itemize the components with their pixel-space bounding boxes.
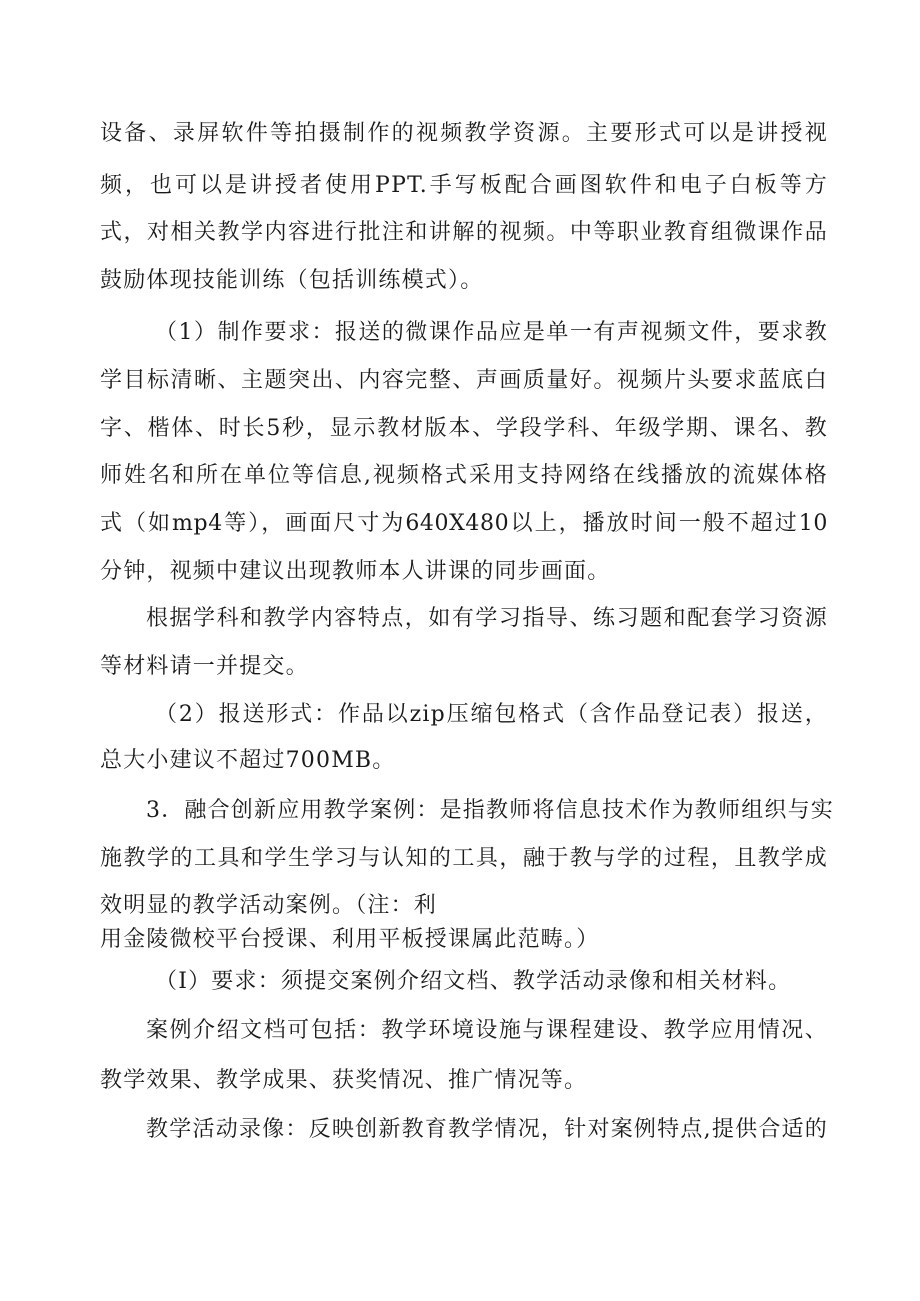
paragraph-line: 式，对相关教学内容进行批注和讲解的视频。中等职业教育组微课作品 [100,220,828,245]
paragraph-line: 施教学的工具和学生学习与认知的工具，融于教与学的过程，且教学成 [100,846,828,871]
paragraph-line: 鼓励体现技能训练（包括训练模式）。 [100,268,484,293]
paragraph-line: （2）报送形式：作品以zip压缩包格式（含作品登记表）报送， [155,702,828,727]
paragraph-line: 师姓名和所在单位等信息,视频格式采用支持网络在线播放的流媒体格 [100,463,828,488]
paragraph-line: 案例介绍文档可包括：教学环境设施与课程建设、教学应用情况、 [146,1018,828,1043]
paragraph-line: 效明显的教学活动案例。（注：利 [100,893,438,918]
paragraph-line: 用金陵微校平台授课、利用平板授课属此范畴。） [100,927,600,952]
paragraph-line: 3．融合创新应用教学案例：是指教师将信息技术作为教师组织与实 [146,798,834,823]
paragraph-line: 根据学科和教学内容特点，如有学习指导、练习题和配套学习资源 [146,606,828,631]
paragraph-line: 字、楷体、时长5秒，显示教材版本、学段学科、年级学期、课名、教 [100,416,828,441]
paragraph-line: 式（如mp4等），画面尺寸为640X480以上，播放时间一般不超过10 [100,511,828,536]
paragraph-line: 分钟，视频中建议出现教师本人讲课的同步画面。 [100,559,611,584]
paragraph-line: 设备、录屏软件等拍摄制作的视频教学资源。主要形式可以是讲授视 [100,121,828,146]
paragraph-line: 学目标清晰、主题突出、内容完整、声画质量好。视频片头要求蓝底白 [100,368,828,393]
paragraph-line: 教学效果、教学成果、获奖情况、推广情况等。 [100,1068,588,1093]
paragraph-line: （1）制作要求：报送的微课作品应是单一有声视频文件，要求教 [155,320,828,345]
paragraph-line: 总大小建议不超过700MB。 [100,748,396,773]
paragraph-line: 频，也可以是讲授者使用PPT.手写板配合画图软件和电子白板等方 [100,173,828,198]
paragraph-line: （I）要求：须提交案例介绍文档、教学活动录像和相关材料。 [155,969,792,994]
paragraph-line: 等材料请一并提交。 [100,654,309,679]
paragraph-line: 教学活动录像：反映创新教育教学情况，针对案例特点,提供合适的 [146,1117,828,1142]
